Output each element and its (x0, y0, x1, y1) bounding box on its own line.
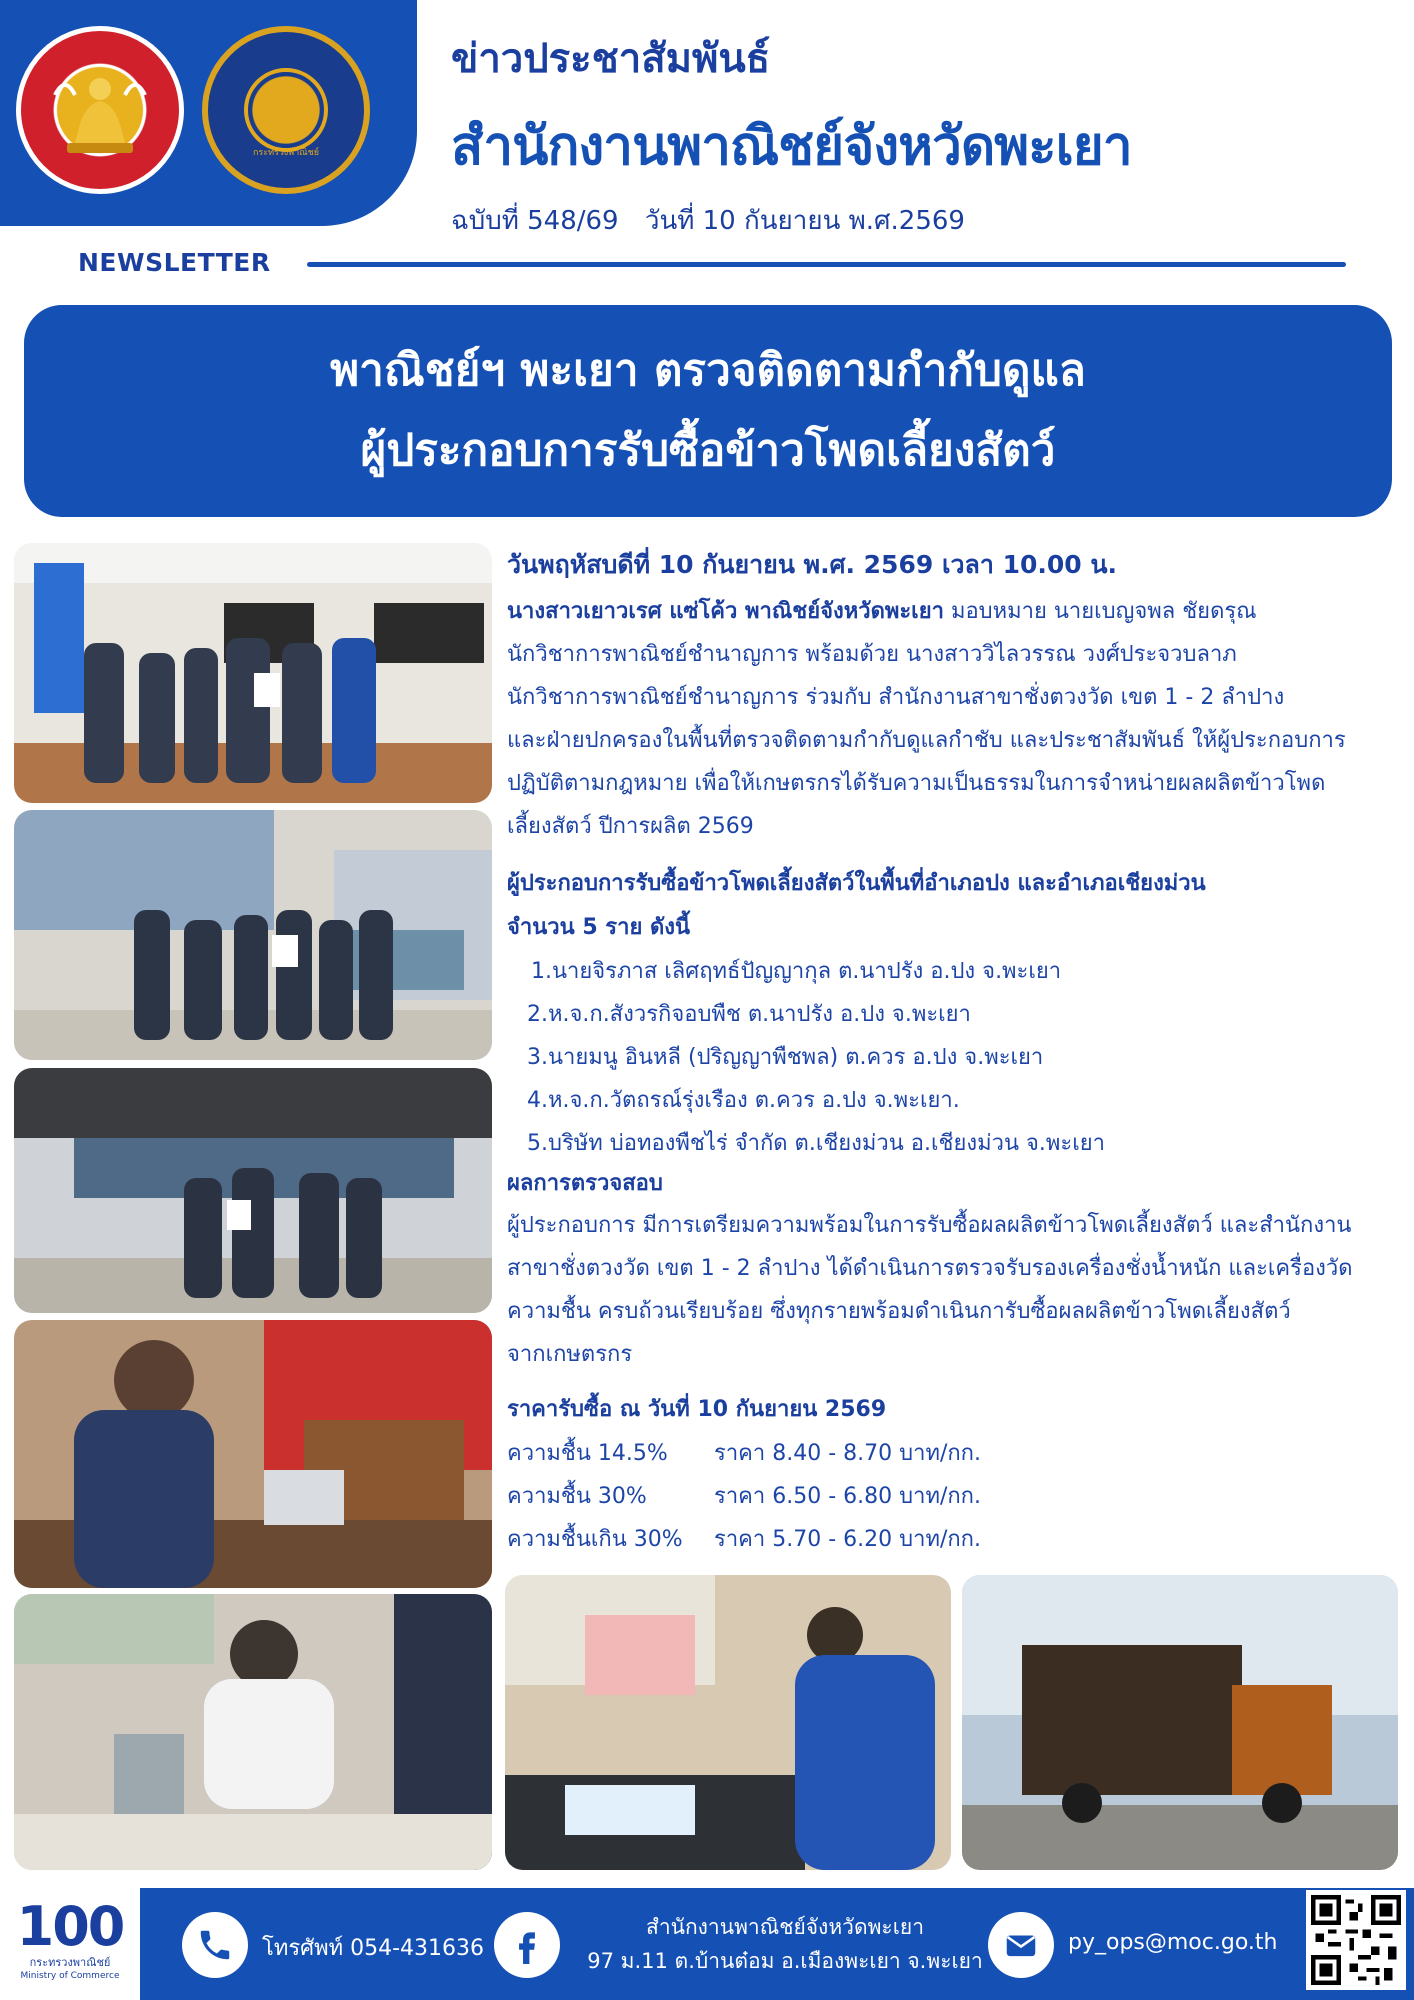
results-line: สาขาชั่งตวงวัด เขต 1 - 2 ลำปาง ได้ดำเนินการตรวจรับรองเครื่องชั่งน้ำหนัก และเครื่องวัด (507, 1256, 1353, 1281)
operators-heading-line1: ผู้ประกอบการรับซื้อข้าวโพดเลี้ยงสัตว์ในพื้นที่อำเภอปง และอำเภอเชียงม่วน (507, 871, 1206, 896)
phone-icon[interactable] (182, 1912, 248, 1978)
logo-number: 100 (16, 1895, 124, 1958)
price-moisture: ความชื้น 14.5% (507, 1441, 668, 1466)
facebook-icon[interactable] (494, 1912, 560, 1978)
price-value: ราคา 8.40 - 8.70 บาท/กก. (714, 1441, 981, 1466)
results-line: ความชื้น ครบถ้วนเรียบร้อย ซึ่งทุกรายพร้อมดำเนินการับซื้อผลผลิตข้าวโพดเลี้ยงสัตว์ (507, 1299, 1291, 1324)
headline-banner (24, 305, 1392, 517)
results-heading: ผลการตรวจสอบ (507, 1171, 663, 1196)
price-moisture: ความชื้นเกิน 30% (507, 1527, 683, 1552)
footer-office-address: 97 ม.11 ต.บ้านต๋อม อ.เมืองพะเยา จ.พะเยา (587, 1949, 983, 1973)
ministry-seal-logo (202, 26, 370, 194)
photo-group-counter (14, 1068, 492, 1313)
article-line: และฝ่ายปกครองในพื้นที่ตรวจติดตามกำกับดูแลกำชับ และประชาสัมพันธ์ ให้ผู้ประกอบการ (507, 728, 1346, 753)
price-row (507, 1432, 1392, 1475)
photo-group-truck (14, 810, 492, 1060)
price-value: ราคา 5.70 - 6.20 บาท/กก. (714, 1527, 981, 1552)
article-date-time: วันพฤหัสบดีที่ 10 กันยายน พ.ศ. 2569 เวลา 10.00 น. (507, 550, 1117, 579)
headline-line1: พาณิชย์ฯ พะเยา ตรวจติดตามกำกับดูแล (330, 345, 1086, 396)
results-section (507, 1164, 1392, 1376)
operator-item: 2.ห.จ.ก.สังวรกิจอบพืช ต.นาปรัง อ.ปง จ.พะเยา (527, 1002, 971, 1027)
issue-number: ฉบับที่ 548/69 (451, 206, 619, 236)
issue-date: วันที่ 10 กันยายน พ.ศ.2569 (644, 206, 965, 236)
header-divider (307, 262, 1346, 267)
article-line: เลี้ยงสัตว์ ปีการผลิต 2569 (507, 814, 754, 839)
article-line: นักวิชาการพาณิชย์ชำนาญการ พร้อมด้วย นางสาววิไลวรรณ วงศ์ประจวบลาภ (507, 642, 1237, 667)
headline-line2: ผู้ประกอบการรับซื้อข้าวโพดเลี้ยงสัตว์ (360, 425, 1056, 476)
logo-thai-name: กระทรวงพาณิชย์ (29, 1956, 111, 1969)
footer-office-name: สำนักงานพาณิชย์จังหวัดพะเยา (646, 1915, 924, 1939)
results-line: จากเกษตรกร (507, 1342, 633, 1367)
operator-item: 5.บริษัท บ่อทองพืชไร่ จำกัด ต.เชียงม่วน อ.เชียงม่วน จ.พะเยา (527, 1131, 1105, 1156)
province-seal-logo (16, 26, 184, 194)
footer-address (560, 1910, 1010, 1978)
issue-info (451, 200, 983, 241)
footer-email[interactable]: py_ops@moc.go.th (1068, 1930, 1278, 1955)
logo-english-name: Ministry of Commerce (20, 1971, 120, 1981)
article-lead-name: นางสาวเยาวเรศ แซ่โค้ว พาณิชย์จังหวัดพะเยา (507, 599, 944, 624)
photo-inspector-moisture-meter (14, 1320, 492, 1588)
operators-list (507, 950, 1392, 1165)
price-row (507, 1518, 1392, 1561)
operator-item: 1.นายจิรภาส เลิศฤทธ์ปัญญากุล ต.นาปรัง อ.ปง จ.พะเยา (531, 959, 1062, 984)
photo-inspection-bench (14, 1594, 492, 1870)
seal-caption: กระทรวงพาณิชย์ (252, 148, 320, 158)
price-value: ราคา 6.50 - 6.80 บาท/กก. (714, 1484, 981, 1509)
photo-scale-office (505, 1575, 951, 1870)
price-moisture: ความชื้น 30% (507, 1484, 647, 1509)
article-paragraph-first-line (507, 590, 1392, 633)
photo-truck-weighbridge (962, 1575, 1398, 1870)
qr-code-icon[interactable] (1306, 1890, 1406, 1990)
article-intro (507, 540, 1392, 848)
photo-group-storefront (14, 543, 492, 803)
newsletter-label: NEWSLETTER (78, 248, 271, 277)
price-row (507, 1475, 1392, 1518)
header-title-line1: ข่าวประชาสัมพันธ์ (451, 36, 771, 82)
operators-heading-line2: จำนวน 5 ราย ดังนี้ (507, 915, 691, 940)
operator-item: 4.ห.จ.ก.วัตถรณ์รุ่งเรือง ต.ควร อ.ปง จ.พะเยา. (527, 1088, 960, 1113)
article-line: ปฏิบัติตามกฎหมาย เพื่อให้เกษตรกรได้รับความเป็นธรรมในการจำหน่ายผลผลิตข้าวโพด (507, 771, 1326, 796)
footer-phone[interactable]: โทรศัพท์ 054-431636 (262, 1936, 485, 1961)
operators-section (507, 862, 1392, 1165)
results-line: ผู้ประกอบการ มีการเตรียมความพร้อมในการรับซื้อผลผลิตข้าวโพดเลี้ยงสัตว์ และสำนักงาน (507, 1213, 1352, 1238)
article-lead-rest: มอบหมาย นายเบญจพล ชัยดรุณ (943, 599, 1257, 624)
price-section (507, 1388, 1392, 1561)
mail-icon[interactable] (988, 1912, 1054, 1978)
price-heading: ราคารับซื้อ ณ วันที่ 10 กันยายน 2569 (507, 1397, 887, 1422)
article-line: นักวิชาการพาณิชย์ชำนาญการ ร่วมกับ สำนักงานสาขาชั่งตวงวัด เขต 1 - 2 ลำปาง (507, 685, 1285, 710)
operator-item: 3.นายมนู อินหลี (ปริญญาพืชพล) ต.ควร อ.ปง จ.พะเยา (527, 1045, 1044, 1070)
ministry-100-logo (6, 1895, 134, 1994)
header-title-line2: สำนักงานพาณิชย์จังหวัดพะเยา (451, 116, 1132, 177)
